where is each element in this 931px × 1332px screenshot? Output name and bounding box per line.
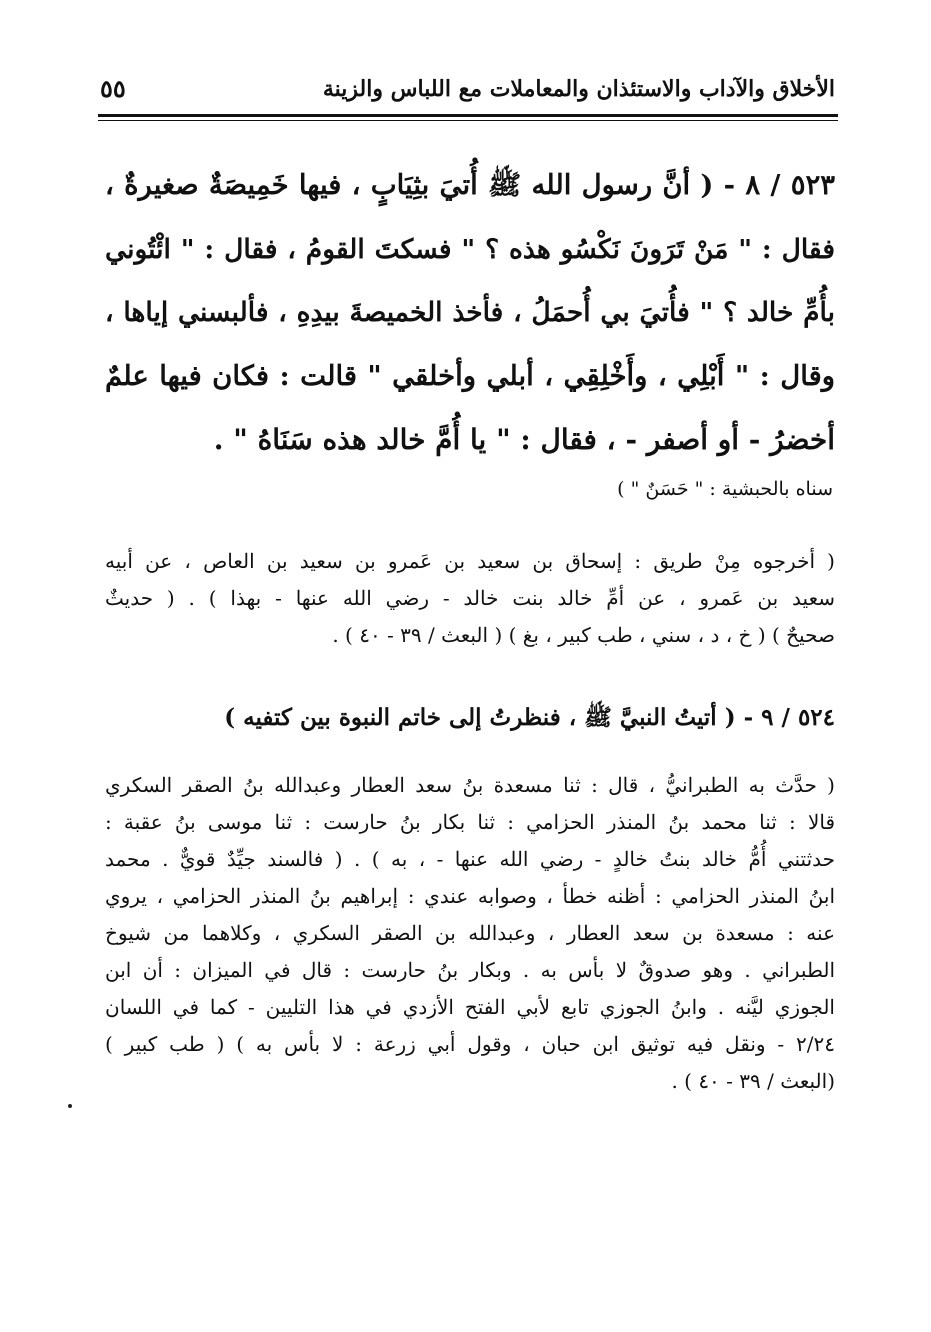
takhrij-523 xyxy=(105,543,835,654)
takhrij-line: سعيد بن عَمرو ، عن أمِّ خالد بنت خالد - رضي الله عنها - بهذا ) . ( حديثٌ xyxy=(105,586,835,610)
takhrij-line: ٢/٢٤ - ونقل فيه توثيق ابن حبان ، وقول أبي زرعة : لا بأس به ) ( طب كبير ) xyxy=(105,1032,835,1056)
hadith-line: بأُمِّ خالد ؟ " فأُتيَ بي أُحمَلُ ، فأخذ الخميصةَ بيدِهِ ، فألبسني إياها ، xyxy=(105,297,835,328)
takhrij-line: قالا : ثنا محمد بنُ المنذر الحزامي : ثنا بكار بنُ حارست : ثنا موسى بنُ عقبة : xyxy=(105,810,835,834)
page-header xyxy=(100,70,835,110)
hadith-line: ٥٢٣ / ٨ - ( أنَّ رسول الله ﷺ أُتيَ بثِيَابٍ ، فيها خَمِيصَةٌ صغيرةٌ ، xyxy=(105,169,835,201)
page-number: ٥٥ xyxy=(100,74,126,103)
header-rule-thick xyxy=(98,114,838,117)
hadith-line: فقال : " مَنْ تَرَونَ نَكْسُو هذه ؟ " فسكتَ القومُ ، فقال : " ائْتُوني xyxy=(105,233,835,265)
hadith-line: وقال : " أَبْلِي ، وأَخْلِقِي ، أبلي وأخلقي " قالت : فكان فيها علمٌ xyxy=(105,359,835,392)
takhrij-line: صحيحٌ ) ( خ ، د ، سني ، طب كبير ، بغ ) ( البعث / ٣٩ - ٤٠ ) . xyxy=(332,623,835,647)
footnote-sana: سناه بالحبشية : " حَسَنٌ " ) xyxy=(617,478,833,500)
hadith-523 xyxy=(105,154,835,472)
hadith-524 xyxy=(105,698,835,738)
takhrij-line: (البعث / ٣٩ - ٤٠ ) . xyxy=(671,1069,835,1093)
takhrij-line: ( حدَّث به الطبرانيُّ ، قال : ثنا مسعدة بنُ سعد العطار وعبدالله بنُ الصقر السكري xyxy=(105,773,835,797)
takhrij-line: عنه : مسعدة بن سعد العطار ، وعبدالله بن الصقر السكري ، وكلاهما من شيوخ xyxy=(105,921,835,945)
takhrij-524 xyxy=(105,767,835,1100)
running-title: الأخلاق والآداب والاستئذان والمعاملات مع اللباس والزينة xyxy=(322,76,835,102)
takhrij-line: الجوزي ليَّنه . وابنُ الجوزي تابع لأبي الفتح الأزدي في هذا التليين - كما في اللسان xyxy=(105,995,835,1019)
header-rule-thin xyxy=(98,120,838,121)
takhrij-line: حدثتني أُمُّ خالد بنتُ خالدٍ - رضي الله عنها - ، به ) . ( فالسند جيِّدٌ قويٌّ . محمد xyxy=(105,847,835,871)
scan-speck xyxy=(68,1104,72,1108)
takhrij-line: ابنُ المنذر الحزامي : أظنه خطأ ، وصوابه عندي : إبراهيم بنُ المنذر الحزامي ، يروي xyxy=(105,884,835,908)
takhrij-line: ( أخرجوه مِنْ طريق : إسحاق بن سعيد بن عَمرو بن سعيد بن العاص ، عن أبيه xyxy=(105,549,835,573)
hadith-line: ٥٢٤ / ٩ - ( أتيتُ النبيَّ ﷺ ، فنظرتُ إلى خاتم النبوة بين كتفيه ) xyxy=(224,704,835,731)
hadith-line: أخضرُ - أو أصفر - ، فقال : " يا أُمَّ خالد هذه سَنَاهُ " . xyxy=(213,423,835,456)
takhrij-line: الطبراني . وهو صدوقٌ لا بأس به . وبكار بنُ حارست : قال في الميزان : أن ابن xyxy=(105,958,835,982)
